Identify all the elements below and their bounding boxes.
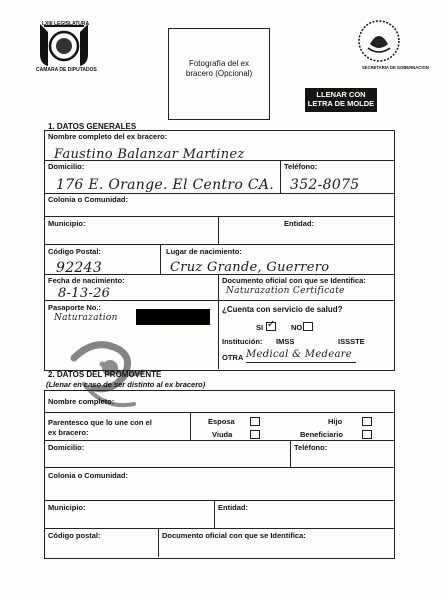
promovente-colonia-label: Colonia o Comunidad:: [48, 471, 128, 480]
fecha-value[interactable]: 8-13-26: [58, 286, 111, 301]
no-checkbox[interactable]: [303, 322, 313, 331]
promovente-nombre-label: Nombre completo:: [48, 397, 115, 406]
right-seal-caption: SECRETARIA DE GOBERNACION: [362, 65, 429, 70]
beneficiario-label: Beneficiario: [300, 430, 343, 439]
beneficiario-checkbox[interactable]: [362, 430, 372, 439]
pasaporte-label: Pasaporte No.:: [48, 303, 101, 312]
esposa-label: Esposa: [208, 417, 235, 426]
photo-label: Fotografía del ex bracero (Opcional): [185, 59, 253, 78]
issste-label: ISSSTE: [338, 337, 365, 346]
promovente-entidad-label: Entidad:: [218, 503, 248, 512]
nombre-value[interactable]: Faustino Balanzar Martinez: [54, 147, 245, 162]
lugar-value[interactable]: Cruz Grande, Guerrero: [170, 260, 330, 275]
telefono-label: Teléfono:: [284, 162, 318, 171]
parentesco-label: Parentesco que lo une con el ex bracero:: [48, 418, 152, 437]
fecha-label: Fecha de nacimiento:: [48, 276, 125, 285]
hijo-checkbox[interactable]: [362, 417, 372, 426]
cp-value[interactable]: 92243: [56, 260, 103, 276]
left-seal-line1: LXIII LEGISLATURA: [42, 21, 90, 27]
no-label: NO: [291, 323, 303, 332]
lugar-label: Lugar de nacimiento:: [166, 247, 242, 256]
cp-label: Código Postal:: [48, 247, 101, 256]
salud-label: ¿Cuenta con servicio de salud?: [222, 305, 343, 314]
photo-box: [168, 28, 270, 120]
promovente-telefono-label: Teléfono:: [294, 443, 328, 452]
letra-de-molde-notice: LLENAR CON LETRA DE MOLDE: [305, 88, 377, 112]
promovente-municipio-label: Municipio:: [48, 503, 86, 512]
si-checkbox[interactable]: [266, 319, 276, 331]
documento-label: Documento oficial con que se Identifica:: [222, 276, 366, 285]
promovente-cp-label: Código postal:: [48, 531, 101, 540]
otra-value[interactable]: Medical & Medeare: [246, 349, 353, 360]
documento-value[interactable]: Naturazation Certificate: [226, 286, 345, 296]
domicilio-label: Domicilio:: [48, 162, 85, 171]
otra-label: OTRA: [222, 353, 244, 362]
gobernacion-seal: [356, 18, 402, 64]
institucion-label: Institución:: [222, 337, 263, 346]
nombre-label: Nombre completo del ex bracero:: [48, 132, 168, 141]
colonia-label: Colonia o Comunidad:: [48, 195, 128, 204]
viuda-label: Viuda: [212, 430, 233, 439]
domicilio-value[interactable]: 176 E. Orange. El Centro CA.: [56, 177, 275, 193]
municipio-label: Municipio:: [48, 219, 86, 228]
imss-label: IMSS: [276, 337, 295, 346]
telefono-value[interactable]: 352-8075: [290, 177, 360, 193]
entidad-label: Entidad:: [284, 219, 314, 228]
promovente-documento-label: Documento oficial con que se Identifica:: [162, 531, 306, 540]
promovente-domicilio-label: Domicilio:: [48, 443, 85, 452]
section2-title: 2. DATOS DEL PROMOVENTE: [48, 370, 162, 379]
si-label: SI: [256, 323, 264, 332]
section2-subtitle: (Llenar en caso de ser distinto al ex bracero): [46, 380, 206, 389]
hijo-label: Hijo: [328, 417, 343, 426]
viuda-checkbox[interactable]: [250, 430, 260, 439]
section1-title: 1. DATOS GENERALES: [48, 122, 137, 131]
si-check-mark: ✓: [267, 319, 276, 330]
esposa-checkbox[interactable]: [250, 417, 260, 426]
left-seal-line2: CAMARA DE DIPUTADOS: [36, 67, 97, 73]
pasaporte-value[interactable]: Naturazation: [54, 313, 118, 323]
